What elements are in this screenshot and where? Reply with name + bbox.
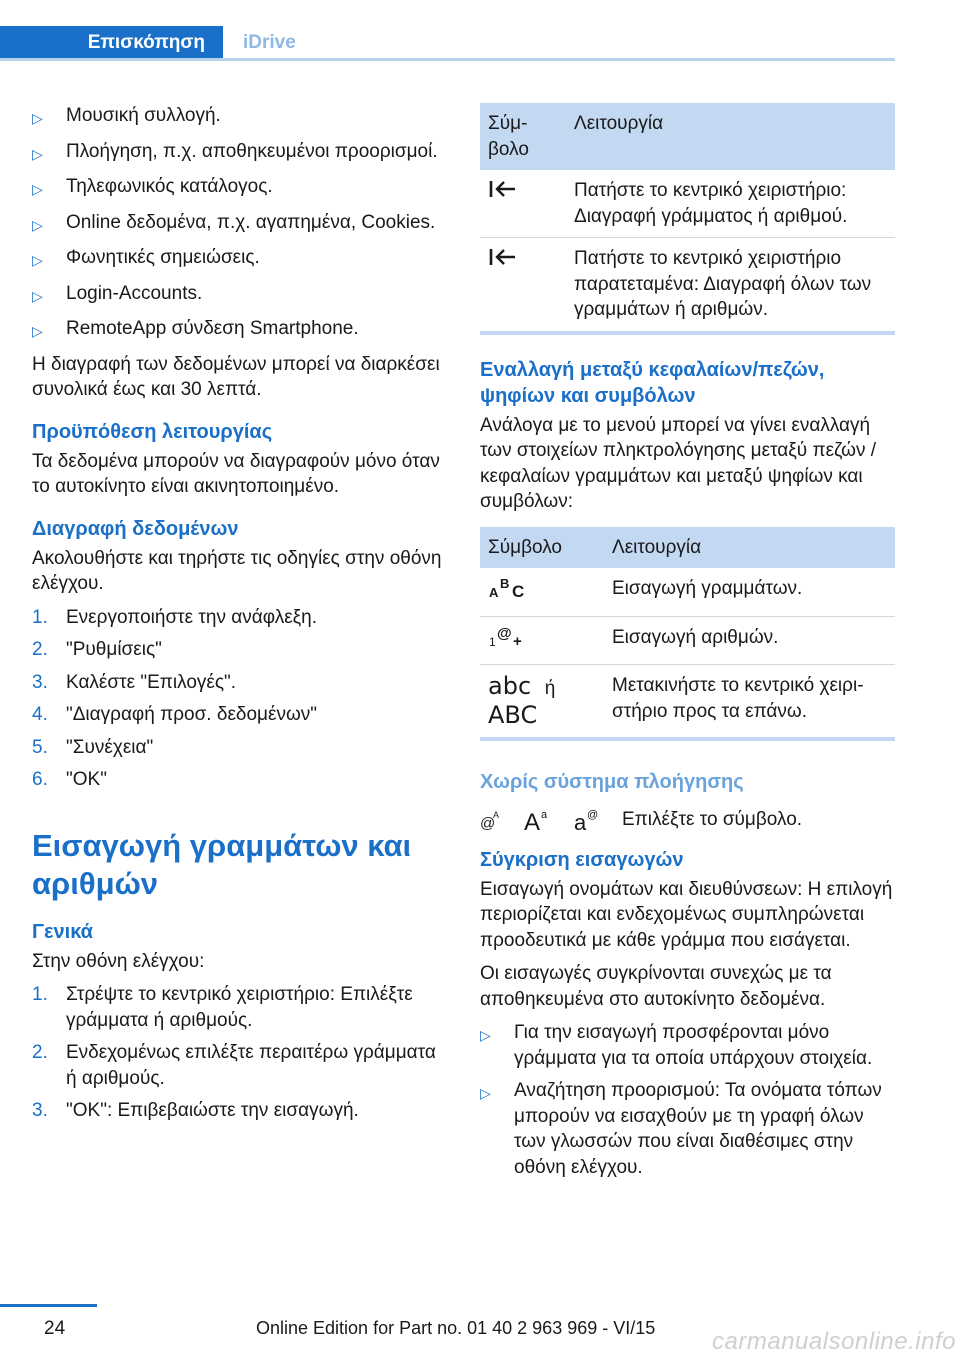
step-text: "OK": Επιβεβαιώστε την εισαγωγή. bbox=[66, 1100, 359, 1121]
list-item-text: Μουσική συλλογή. bbox=[66, 105, 221, 126]
step-text: Ενεργοποιήστε την ανάφλεξη. bbox=[66, 606, 318, 628]
triangle-bullet-icon: ▷ bbox=[32, 181, 43, 197]
lowercase-abc-label: abc bbox=[488, 672, 532, 700]
paragraph-general: Στην οθόνη ελέγχου: bbox=[32, 950, 205, 972]
symbol-table-switch bbox=[480, 527, 895, 738]
step-item bbox=[32, 670, 447, 696]
uppercase-abc-label: ABC bbox=[488, 701, 538, 729]
lowercase-at-icon[interactable] bbox=[574, 808, 600, 832]
step-number: 4. bbox=[32, 704, 48, 725]
left-column bbox=[32, 103, 447, 1131]
list-item-text: Πλοήγηση, π.χ. αποθηκευμένοι προορισμοί. bbox=[66, 140, 438, 162]
list-item bbox=[32, 316, 447, 345]
svg-text:a: a bbox=[541, 808, 548, 821]
triangle-bullet-icon: ▷ bbox=[32, 323, 43, 339]
table-cell-function: Μετακινήστε το κεντρικό χειριστήριο προς τα επάνω. bbox=[612, 675, 864, 722]
abc-ABC-icon bbox=[480, 665, 604, 738]
steps-list-delete bbox=[32, 605, 447, 793]
paragraph-compare-2: Οι εισαγωγές συγκρίνονται συνεχώς με τα αποθηκευμένα στο αυτοκίνητο δεδομένα. bbox=[480, 963, 832, 1010]
svg-text:B: B bbox=[500, 576, 510, 591]
step-text: "Συνέχεια" bbox=[66, 736, 154, 758]
heading-general: Γενικά bbox=[32, 920, 93, 943]
triangle-bullet-icon: ▷ bbox=[32, 216, 43, 233]
watermark: carmanualsonline.info bbox=[712, 1328, 956, 1355]
edition-text: Online Edition for Part no. 01 40 2 963 969 - VI/15 bbox=[256, 1318, 656, 1338]
table-cell-function: Πατήστε το κεντρικό χειριστήριο: Διαγραφή γράμματος ή αριθμού. bbox=[566, 170, 895, 238]
svg-text:@: @ bbox=[497, 624, 512, 642]
triangle-bullet-icon: ▷ bbox=[480, 1085, 491, 1101]
backspace-icon bbox=[480, 238, 566, 331]
heading-switch-case: Εναλλαγή μεταξύ κεφαλαίων/πεζών, ψηφίων και συμβόλων bbox=[480, 358, 825, 407]
svg-text:C: C bbox=[512, 582, 525, 600]
select-symbol-text: Επιλέξτε το σύμβολο. bbox=[622, 809, 803, 830]
compare-bullet-list bbox=[480, 1020, 895, 1180]
uppercase-letters-icon bbox=[480, 568, 604, 616]
table-end-rule bbox=[480, 331, 895, 335]
paragraph-prerequisite: Τα δεδομένα μπορούν να διαγραφούν μόνο όταν το αυτοκίνητο είναι ακινητοποιημένο. bbox=[32, 450, 440, 497]
svg-text:@: @ bbox=[480, 814, 496, 831]
header-rule bbox=[0, 58, 895, 61]
heading-delete-data: Διαγραφή δεδομένων bbox=[32, 517, 239, 540]
step-text: Στρέψτε το κεντρικό χειριστήριο: Επιλέξτε γράμματα ή αριθμούς. bbox=[66, 984, 413, 1031]
list-item-text: Για την εισαγωγή προσφέρονται μόνο γράμματα για τα οποία υπάρχουν στοιχεία. bbox=[514, 1022, 873, 1069]
header-tabs bbox=[0, 26, 895, 60]
table-header-function: Λειτουργία bbox=[566, 103, 895, 170]
table-header-symbol: Σύμβολο bbox=[480, 103, 566, 170]
step-number: 1. bbox=[32, 606, 48, 628]
table-header-function: Λειτουργία bbox=[604, 527, 895, 569]
table-cell-function: Εισαγωγή αριθμών. bbox=[604, 616, 895, 665]
triangle-bullet-icon: ▷ bbox=[480, 1027, 491, 1043]
list-item bbox=[32, 139, 447, 168]
heading-no-navigation: Χωρίς σύστημα πλοήγησης bbox=[480, 771, 744, 793]
triangle-bullet-icon: ▷ bbox=[32, 252, 43, 268]
svg-text:a: a bbox=[574, 809, 587, 832]
step-item bbox=[32, 1040, 447, 1091]
list-item bbox=[32, 174, 447, 203]
tab-overview[interactable]: Επισκόπηση bbox=[0, 26, 223, 60]
list-item-text: Τηλεφωνικός κατάλογος. bbox=[66, 176, 273, 197]
step-item bbox=[32, 1098, 447, 1124]
table-row bbox=[480, 568, 895, 616]
table-row bbox=[480, 616, 895, 665]
paragraph-delete-data: Ακολουθήστε και τηρήστε τις οδηγίες στην οθόνη ελέγχου. bbox=[32, 547, 442, 594]
list-item bbox=[32, 281, 447, 310]
steps-list-input bbox=[32, 982, 447, 1124]
svg-text:A: A bbox=[524, 808, 541, 832]
step-item bbox=[32, 637, 447, 663]
step-number: 3. bbox=[32, 1100, 48, 1121]
step-number: 2. bbox=[32, 1042, 48, 1063]
list-item-text: RemoteApp σύνδεση Smartphone. bbox=[66, 318, 359, 339]
list-item bbox=[32, 245, 447, 274]
heading-prerequisite: Προϋπόθεση λειτουργίας bbox=[32, 420, 273, 443]
svg-text:@: @ bbox=[587, 808, 599, 821]
list-item-text: Αναζήτηση προορισμού: Τα ονόματα τόπων μπορούν να εισαχθούν με τη γραφή όλων των γλωσσών που είναι διαθέσιμες στην οθόνη ελέγχου. bbox=[514, 1080, 882, 1178]
paragraph-delete-time: Η διαγραφή των δεδομένων μπορεί να διαρκέσει συνολικά έως και 30 λεπτά. bbox=[32, 353, 440, 400]
list-item bbox=[480, 1020, 895, 1071]
step-item bbox=[32, 605, 447, 631]
symbol-table-delete bbox=[480, 103, 895, 331]
step-text: "OK" bbox=[66, 769, 107, 790]
svg-text:A: A bbox=[493, 809, 500, 820]
table-cell-function: Εισαγωγή γραμμάτων. bbox=[604, 568, 895, 616]
svg-text:1: 1 bbox=[489, 634, 496, 649]
footer-rule bbox=[0, 1304, 97, 1307]
step-number: 6. bbox=[32, 769, 48, 790]
tab-idrive[interactable]: iDrive bbox=[223, 26, 895, 60]
step-item bbox=[32, 702, 447, 728]
table-row bbox=[480, 665, 895, 738]
step-text: "Διαγραφή προσ. δεδομένων" bbox=[66, 704, 318, 725]
triangle-bullet-icon: ▷ bbox=[32, 287, 43, 304]
table-end-rule bbox=[480, 737, 895, 741]
right-column bbox=[480, 103, 895, 1187]
numbers-symbols-icon bbox=[480, 616, 604, 665]
triangle-bullet-icon: ▷ bbox=[32, 110, 43, 126]
step-item bbox=[32, 767, 447, 793]
list-item-text: Online δεδομένα, π.χ. αγαπημένα, Cookies. bbox=[66, 211, 436, 233]
step-item bbox=[32, 982, 447, 1033]
data-bullet-list bbox=[32, 103, 447, 345]
step-text: Καλέστε "Επιλογές". bbox=[66, 671, 237, 693]
svg-text:A: A bbox=[489, 585, 499, 600]
page-number: 24 bbox=[44, 1318, 66, 1339]
step-number: 5. bbox=[32, 736, 48, 758]
table-row bbox=[480, 170, 895, 238]
backspace-icon bbox=[480, 170, 566, 238]
table-cell-function: Πατήστε το κεντρικό χειριστήριο παρατεταμένα: Διαγραφή όλων των γραμμάτων ή αριθμών. bbox=[574, 248, 872, 320]
triangle-bullet-icon: ▷ bbox=[32, 145, 43, 162]
table-header-symbol: Σύμβολο bbox=[480, 527, 604, 569]
list-item bbox=[32, 210, 447, 239]
heading-input-letters-numbers: Εισαγωγή γραμμάτων και αριθμών bbox=[32, 827, 412, 901]
paragraph-switch-case: Ανάλογα με το μενού μπορεί να γίνει εναλλαγή των στοιχείων πληκτρολόγησης μεταξύ πεζών / κεφαλαίων γραμμάτων και μεταξύ ψηφίων και συμβόλων: bbox=[480, 414, 877, 512]
paragraph-compare-1: Εισαγωγή ονομάτων και διευθύνσεων: Η επιλογή περιορίζεται και ενδεχομένως συμπληρώνεται προοδευτικά με κάθε γράμμα που εισάγεται. bbox=[480, 878, 893, 951]
step-text: Ενδεχομένως επιλέξτε περαιτέρω γράμματα ή αριθμούς. bbox=[66, 1042, 436, 1089]
symbol-icons-row bbox=[480, 807, 895, 833]
step-text: "Ρυθμίσεις" bbox=[66, 639, 162, 660]
step-number: 3. bbox=[32, 671, 48, 693]
step-number: 2. bbox=[32, 639, 48, 660]
list-item-text: Φωνητικές σημειώσεις. bbox=[66, 247, 260, 268]
at-uppercase-icon[interactable] bbox=[480, 809, 502, 831]
list-item bbox=[32, 103, 447, 132]
uppercase-lowercase-icon[interactable] bbox=[524, 808, 552, 832]
table-row bbox=[480, 238, 895, 331]
step-number: 1. bbox=[32, 984, 48, 1005]
heading-compare-inputs: Σύγκριση εισαγωγών bbox=[480, 848, 684, 871]
svg-text:+: + bbox=[513, 632, 522, 649]
list-item bbox=[480, 1078, 895, 1180]
or-label: ή bbox=[544, 678, 556, 699]
step-item bbox=[32, 735, 447, 761]
list-item-text: Login-Accounts. bbox=[66, 282, 203, 304]
